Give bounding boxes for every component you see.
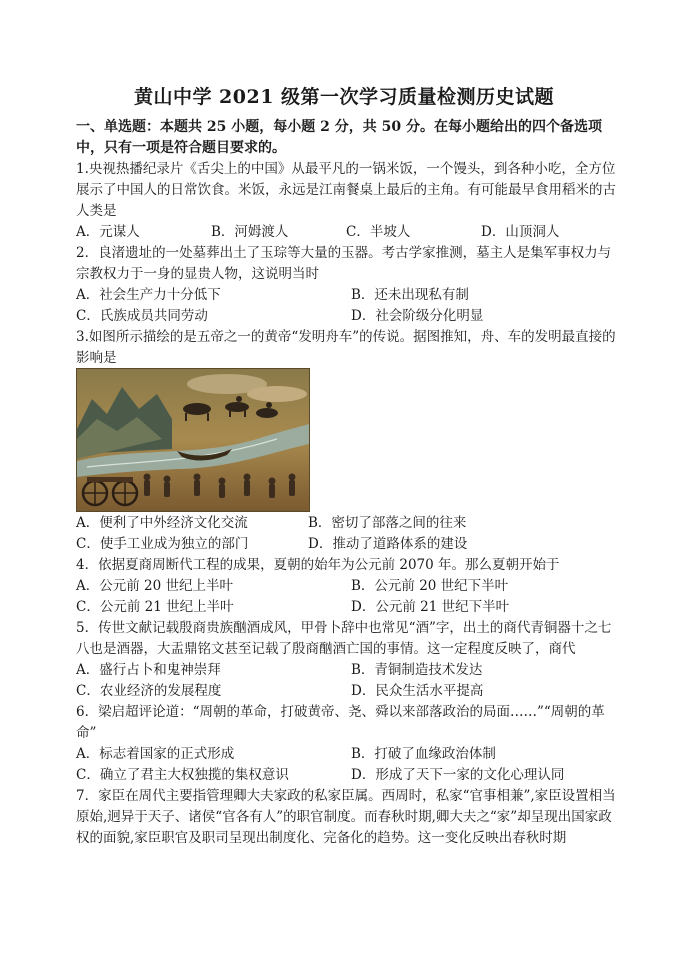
question-stem-4: 4．依据夏商周断代工程的成果，夏朝的始年为公元前 2070 年。那么夏朝开始于 [76,557,560,573]
option-2-a: A．社会生产力十分低下 [76,287,221,303]
option-3-a: A．便利了中外经济文化交流 [76,515,248,531]
option-4-a: A．公元前 20 世纪上半叶 [76,578,234,594]
question-stem-5: 5．传世文献记载殷商贵族酗酒成风，甲骨卜辞中也常见“酒”字，出土的商代青铜器十之七八也是酒器，大盂鼎铭文甚至记载了殷商酗酒亡国的事情。这一定程度反映了，商代 [76,620,612,657]
question-stem-6: 6．梁启超评论道：“周朝的革命，打破黄帝、尧、舜以来部落政治的局面……”“周朝的革命” [76,704,605,741]
questions-block-top [76,159,616,369]
question-stem-1: 1.央视热播纪录片《舌尖上的中国》从最平凡的一锅米饭，一个馒头，到各种小吃，全方位展示了中国人的日常饮食。米饭，永远是江南餐桌上最后的主角。有可能最早食用稻米的古人类是 [76,161,616,219]
option-2-c: C．氏族成员共同劳动 [76,308,208,324]
option-5-c: C．农业经济的发展程度 [76,683,222,699]
option-6-c: C．确立了君主大权独揽的集权意识 [76,767,289,783]
questions-block-bottom [76,513,616,849]
option-1-a: A．元谋人 [76,224,140,240]
option-4-b: B．公元前 20 世纪下半叶 [351,578,509,594]
question-stem-2: 2．良渚遗址的一处墓葬出土了玉琮等大量的玉器。考古学家推测，墓主人是集军事权力与宗教权力于一身的显贵人物，这说明当时 [76,245,612,282]
option-1-d: D．山顶洞人 [481,224,560,240]
options-5 [76,660,616,702]
option-1-c: C．半坡人 [346,224,411,240]
option-2-b: B．还未出现私有制 [351,287,469,303]
mural-illustration-image [76,368,310,512]
option-5-b: B．青铜制造技术发达 [351,662,483,678]
options-2 [76,285,616,327]
option-2-d: D．社会阶级分化明显 [351,308,484,324]
option-3-d: D．推动了道路体系的建设 [308,536,468,552]
option-5-a: A．盛行占卜和鬼神崇拜 [76,662,221,678]
option-6-a: A．标志着国家的正式形成 [76,746,235,762]
options-1 [76,222,616,243]
question-stem-7: 7．家臣在周代主要指管理卿大夫家政的私家臣属。西周时，私家“官事相兼”,家臣设置相当原始,迥异于天子、诸侯“官各有人”的职官制度。而春秋时期,卿大夫之“家”却呈现出国家政权的面貌,家臣职官及职司呈现出制度化、完备化的趋势。这一变化反映出春秋时期 [76,788,616,846]
option-4-c: C．公元前 21 世纪上半叶 [76,599,234,615]
question-stem-3: 3.如图所示描绘的是五帝之一的黄帝“发明舟车”的传说。据图推知，舟、车的发明最直接的影响是 [76,329,616,366]
options-3 [76,513,616,555]
option-5-d: D．民众生活水平提高 [351,683,484,699]
options-4 [76,576,616,618]
option-3-c: C．使手工业成为独立的部门 [76,536,249,552]
options-6 [76,744,616,786]
option-1-b: B．河姆渡人 [211,224,289,240]
option-6-b: B．打破了血缘政治体制 [351,746,496,762]
option-4-d: D．公元前 21 世纪下半叶 [351,599,510,615]
option-3-b: B．密切了部落之间的往来 [308,515,467,531]
section-heading: 一、单选题：本题共 25 小题，每小题 2 分，共 50 分。在每小题给出的四个备选项中，只有一项是符合题目要求的。 [76,119,602,156]
exam-title: 黄山中学 2021 级第一次学习质量检测历史试题 [133,86,555,108]
option-6-d: D．形成了天下一家的文化心理认同 [351,767,565,783]
